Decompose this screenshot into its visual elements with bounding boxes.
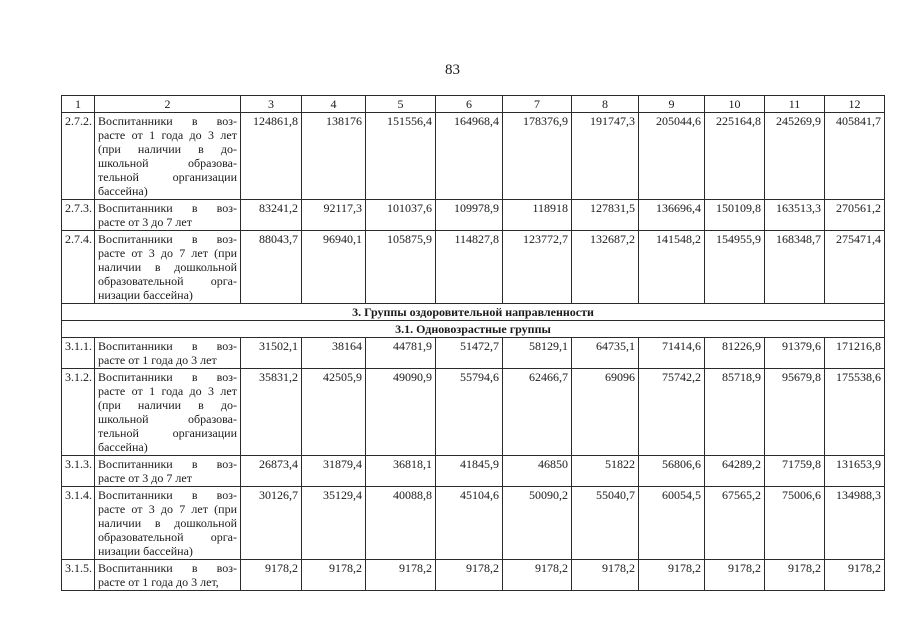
- value-cell: 105875,9: [366, 231, 436, 304]
- description-line: бассейна): [98, 440, 148, 454]
- section-heading-row: [62, 304, 885, 321]
- section-heading-row: [62, 321, 885, 338]
- row-index: 2.7.2.: [62, 113, 95, 200]
- row-description: [95, 560, 241, 591]
- row-index: 2.7.4.: [62, 231, 95, 304]
- value-cell: 35129,4: [302, 487, 366, 560]
- value-cell: 88043,7: [241, 231, 302, 304]
- row-description: [95, 338, 241, 369]
- value-cell: 138176: [302, 113, 366, 200]
- value-cell: 9178,2: [503, 560, 572, 591]
- value-cell: 405841,7: [825, 113, 885, 200]
- description-line: Воспитанники в воз-: [98, 457, 237, 471]
- description-line: расте от 1 года до 3 лет,: [98, 575, 219, 589]
- value-cell: 75742,2: [639, 369, 705, 456]
- value-cell: 205044,6: [639, 113, 705, 200]
- value-cell: 109978,9: [436, 200, 503, 231]
- table-row: [62, 231, 885, 304]
- value-cell: 141548,2: [639, 231, 705, 304]
- value-cell: 30126,7: [241, 487, 302, 560]
- value-cell: 31879,4: [302, 456, 366, 487]
- header-cell-1: 1: [62, 96, 95, 113]
- value-cell: 92117,3: [302, 200, 366, 231]
- header-cell-7: 7: [503, 96, 572, 113]
- value-cell: 96940,1: [302, 231, 366, 304]
- value-cell: 45104,6: [436, 487, 503, 560]
- description-line: (при наличии в до-: [98, 398, 237, 412]
- value-cell: 245269,9: [765, 113, 825, 200]
- value-cell: 9178,2: [705, 560, 765, 591]
- value-cell: 55794,6: [436, 369, 503, 456]
- value-cell: 191747,3: [572, 113, 639, 200]
- row-index: 2.7.3.: [62, 200, 95, 231]
- value-cell: 132687,2: [572, 231, 639, 304]
- value-cell: 71414,6: [639, 338, 705, 369]
- value-cell: 69096: [572, 369, 639, 456]
- table-header-row: [62, 96, 885, 113]
- value-cell: 26873,4: [241, 456, 302, 487]
- description-line: образовательной орга-: [98, 274, 237, 288]
- value-cell: 175538,6: [825, 369, 885, 456]
- description-line: расте от 1 года до 3 лет: [98, 353, 217, 367]
- value-cell: 40088,8: [366, 487, 436, 560]
- value-cell: 131653,9: [825, 456, 885, 487]
- value-cell: 42505,9: [302, 369, 366, 456]
- value-cell: 67565,2: [705, 487, 765, 560]
- description-line: школьной образова-: [98, 156, 237, 170]
- description-line: наличии в дошкольной: [98, 260, 237, 274]
- value-cell: 9178,2: [366, 560, 436, 591]
- value-cell: 64735,1: [572, 338, 639, 369]
- value-cell: 127831,5: [572, 200, 639, 231]
- row-index: 3.1.1.: [62, 338, 95, 369]
- row-index: 3.1.5.: [62, 560, 95, 591]
- table-row: [62, 369, 885, 456]
- value-cell: 49090,9: [366, 369, 436, 456]
- row-description: [95, 487, 241, 560]
- header-cell-4: 4: [302, 96, 366, 113]
- value-cell: 75006,6: [765, 487, 825, 560]
- section-title: 3. Группы оздоровительной направленности: [62, 304, 885, 321]
- table-row: [62, 200, 885, 231]
- header-cell-8: 8: [572, 96, 639, 113]
- description-line: образовательной орга-: [98, 530, 237, 544]
- row-description: [95, 456, 241, 487]
- value-cell: 58129,1: [503, 338, 572, 369]
- header-cell-12: 12: [825, 96, 885, 113]
- value-cell: 134988,3: [825, 487, 885, 560]
- value-cell: 64289,2: [705, 456, 765, 487]
- value-cell: 31502,1: [241, 338, 302, 369]
- header-cell-5: 5: [366, 96, 436, 113]
- value-cell: 136696,4: [639, 200, 705, 231]
- description-line: Воспитанники в воз-: [98, 488, 237, 502]
- description-line: (при наличии в до-: [98, 142, 237, 156]
- value-cell: 44781,9: [366, 338, 436, 369]
- value-cell: 101037,6: [366, 200, 436, 231]
- value-cell: 9178,2: [825, 560, 885, 591]
- description-line: Воспитанники в воз-: [98, 561, 237, 575]
- description-line: школьной образова-: [98, 412, 237, 426]
- description-line: Воспитанники в воз-: [98, 201, 237, 215]
- value-cell: 55040,7: [572, 487, 639, 560]
- value-cell: 151556,4: [366, 113, 436, 200]
- value-cell: 91379,6: [765, 338, 825, 369]
- value-cell: 36818,1: [366, 456, 436, 487]
- description-line: тельной организации: [98, 426, 237, 440]
- description-line: тельной организации: [98, 170, 237, 184]
- value-cell: 83241,2: [241, 200, 302, 231]
- value-cell: 150109,8: [705, 200, 765, 231]
- value-cell: 51822: [572, 456, 639, 487]
- value-cell: 225164,8: [705, 113, 765, 200]
- value-cell: 9178,2: [302, 560, 366, 591]
- value-cell: 85718,9: [705, 369, 765, 456]
- header-cell-3: 3: [241, 96, 302, 113]
- table-row: [62, 113, 885, 200]
- value-cell: 95679,8: [765, 369, 825, 456]
- description-line: расте от 3 до 7 лет (при: [98, 502, 237, 516]
- value-cell: 118918: [503, 200, 572, 231]
- row-index: 3.1.3.: [62, 456, 95, 487]
- description-line: расте от 3 до 7 лет: [98, 471, 192, 485]
- value-cell: 41845,9: [436, 456, 503, 487]
- header-cell-6: 6: [436, 96, 503, 113]
- row-index: 3.1.4.: [62, 487, 95, 560]
- description-line: наличии в дошкольной: [98, 516, 237, 530]
- table-body: [62, 96, 885, 591]
- description-line: Воспитанники в воз-: [98, 114, 237, 128]
- description-line: Воспитанники в воз-: [98, 339, 237, 353]
- value-cell: 275471,4: [825, 231, 885, 304]
- header-cell-9: 9: [639, 96, 705, 113]
- value-cell: 38164: [302, 338, 366, 369]
- value-cell: 46850: [503, 456, 572, 487]
- description-line: Воспитанники в воз-: [98, 232, 237, 246]
- value-cell: 124861,8: [241, 113, 302, 200]
- value-cell: 171216,8: [825, 338, 885, 369]
- value-cell: 60054,5: [639, 487, 705, 560]
- value-cell: 50090,2: [503, 487, 572, 560]
- description-line: бассейна): [98, 184, 148, 198]
- value-cell: 35831,2: [241, 369, 302, 456]
- page-number: 83: [445, 62, 460, 78]
- value-cell: 154955,9: [705, 231, 765, 304]
- description-line: расте от 3 до 7 лет (при: [98, 246, 237, 260]
- value-cell: 114827,8: [436, 231, 503, 304]
- value-cell: 56806,6: [639, 456, 705, 487]
- row-description: [95, 200, 241, 231]
- section-title: 3.1. Одновозрастные группы: [62, 321, 885, 338]
- value-cell: 81226,9: [705, 338, 765, 369]
- table-row: [62, 560, 885, 591]
- header-cell-10: 10: [705, 96, 765, 113]
- row-index: 3.1.2.: [62, 369, 95, 456]
- table-row: [62, 338, 885, 369]
- value-cell: 9178,2: [572, 560, 639, 591]
- value-cell: 9178,2: [765, 560, 825, 591]
- table-row: [62, 456, 885, 487]
- value-cell: 164968,4: [436, 113, 503, 200]
- description-line: Воспитанники в воз-: [98, 370, 237, 384]
- value-cell: 9178,2: [639, 560, 705, 591]
- value-cell: 270561,2: [825, 200, 885, 231]
- value-cell: 9178,2: [241, 560, 302, 591]
- description-line: расте от 1 года до 3 лет: [98, 128, 237, 142]
- value-cell: 163513,3: [765, 200, 825, 231]
- value-cell: 9178,2: [436, 560, 503, 591]
- value-cell: 71759,8: [765, 456, 825, 487]
- description-line: расте от 3 до 7 лет: [98, 215, 192, 229]
- row-description: [95, 231, 241, 304]
- value-cell: 178376,9: [503, 113, 572, 200]
- value-cell: 168348,7: [765, 231, 825, 304]
- description-line: низации бассейна): [98, 288, 193, 302]
- value-cell: 51472,7: [436, 338, 503, 369]
- row-description: [95, 113, 241, 200]
- header-cell-2: 2: [95, 96, 241, 113]
- description-line: низации бассейна): [98, 544, 193, 558]
- table-row: [62, 487, 885, 560]
- header-cell-11: 11: [765, 96, 825, 113]
- tariff-table: [61, 95, 885, 591]
- row-description: [95, 369, 241, 456]
- description-line: расте от 1 года до 3 лет: [98, 384, 237, 398]
- value-cell: 62466,7: [503, 369, 572, 456]
- value-cell: 123772,7: [503, 231, 572, 304]
